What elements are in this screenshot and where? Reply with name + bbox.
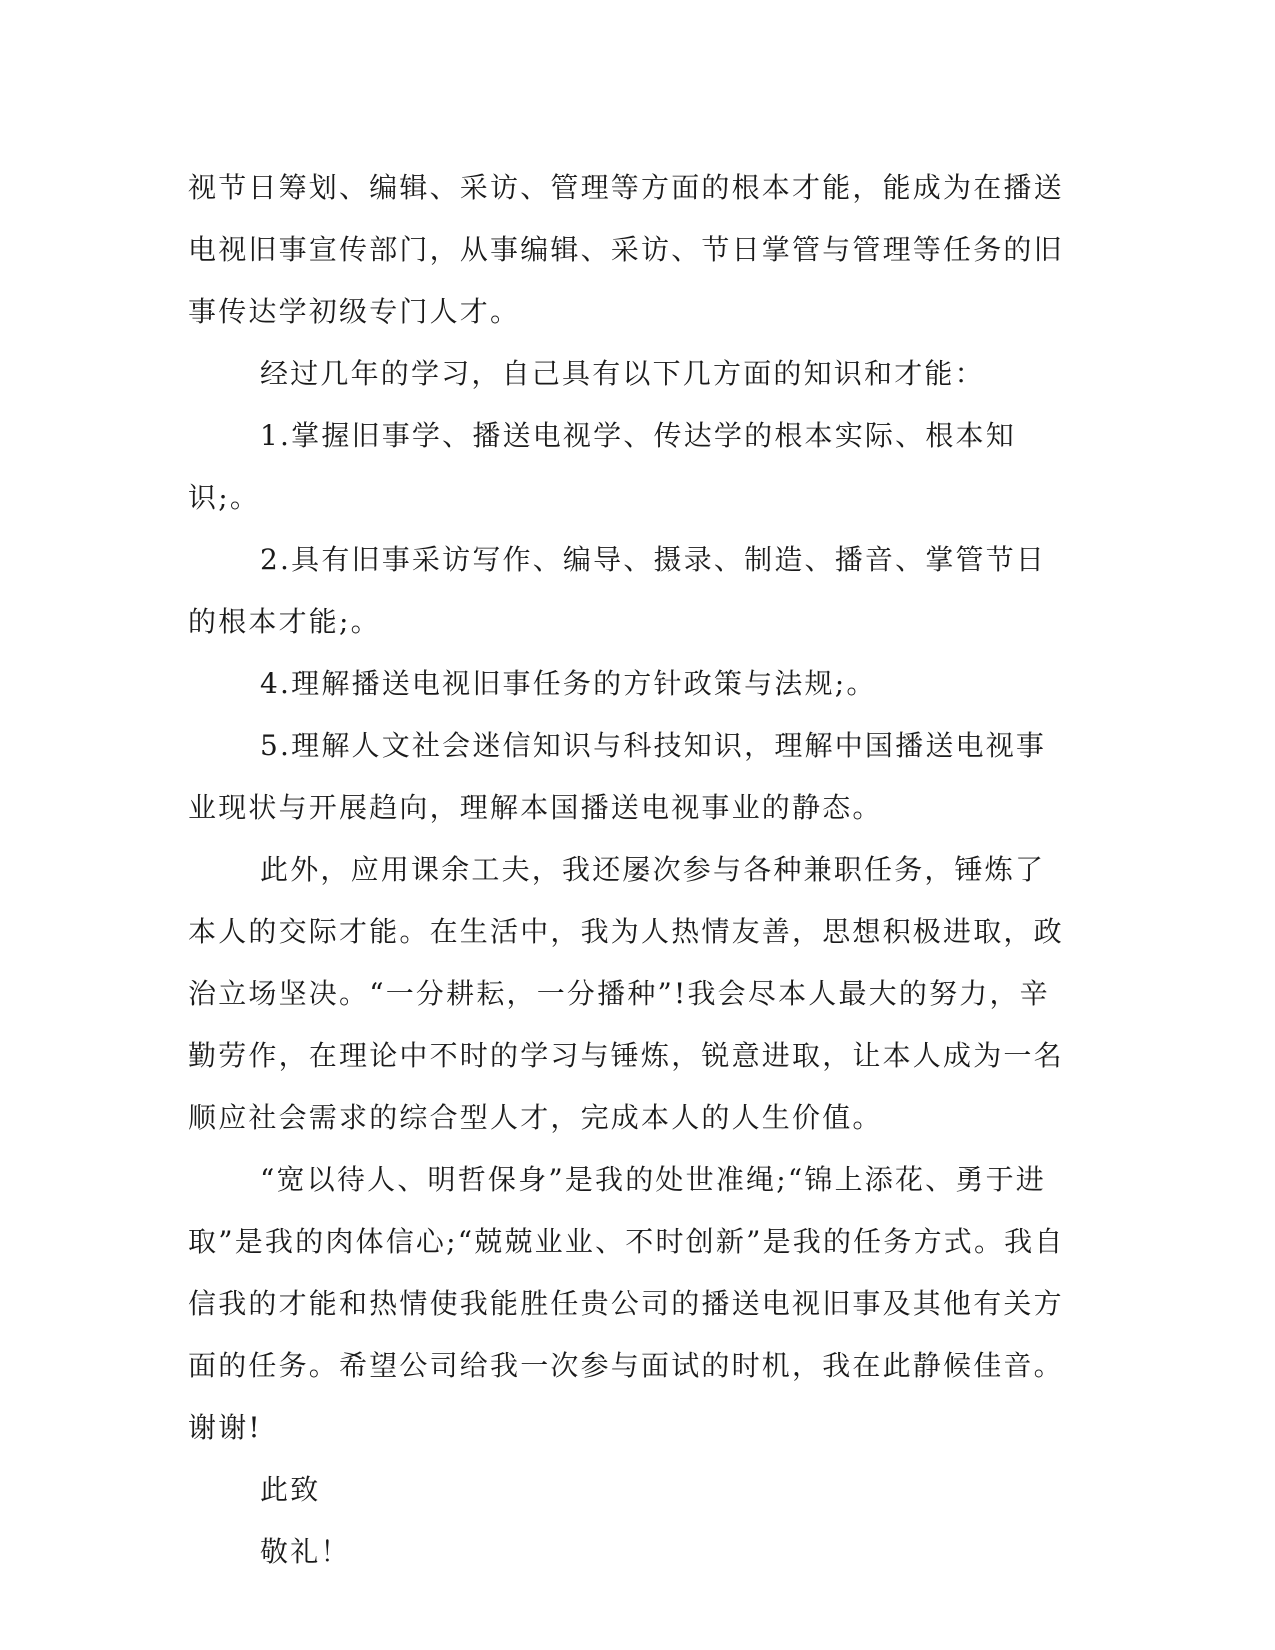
closing-salutation: 此致	[260, 1473, 321, 1506]
paragraph-intro-continuation: 视节日筹划、编辑、采访、管理等方面的根本才能，能成为在播送电视旧事宣传部门，从事编辑、采访、节日掌管与管理等任务的旧事传达学初级专门人才。	[188, 171, 1064, 328]
letter-body	[188, 157, 1068, 1583]
closing-regards: 敬礼！	[260, 1535, 351, 1568]
paragraph-item-2: 2.具有旧事采访写作、编导、摄录、制造、播音、掌管节日的根本才能;。	[188, 543, 1047, 638]
paragraph-item-1: 1.掌握旧事学、播送电视学、传达学的根本实际、根本知识;。	[188, 419, 1016, 514]
paragraph-skills-intro: 经过几年的学习，自己具有以下几方面的知识和才能：	[260, 357, 985, 390]
paragraph-item-4: 4.理解播送电视旧事任务的方针政策与法规;。	[260, 667, 877, 700]
paragraph-item-5: 5.理解人文社会迷信知识与科技知识，理解中国播送电视事业现状与开展趋向，理解本国播送电视事业的静态。	[188, 729, 1047, 824]
paragraph-extracurricular: 此外，应用课余工夫，我还屡次参与各种兼职任务，锤炼了本人的交际才能。在生活中，我为人热情友善，思想积极进取，政治立场坚决。“一分耕耘，一分播种”!我会尽本人最大的努力，辛勤劳作，在理论中不时的学习与锤炼，锐意进取，让本人成为一名顺应社会需求的综合型人才，完成本人的人生价值。	[188, 853, 1064, 1134]
paragraph-motto: “宽以待人、明哲保身”是我的处世准绳;“锦上添花、勇于进取”是我的肉体信心;“兢兢业业、不时创新”是我的任务方式。我自信我的才能和热情使我能胜任贵公司的播送电视旧事及其他有关方面的任务。希望公司给我一次参与面试的时机，我在此静候佳音。谢谢!	[188, 1163, 1065, 1444]
